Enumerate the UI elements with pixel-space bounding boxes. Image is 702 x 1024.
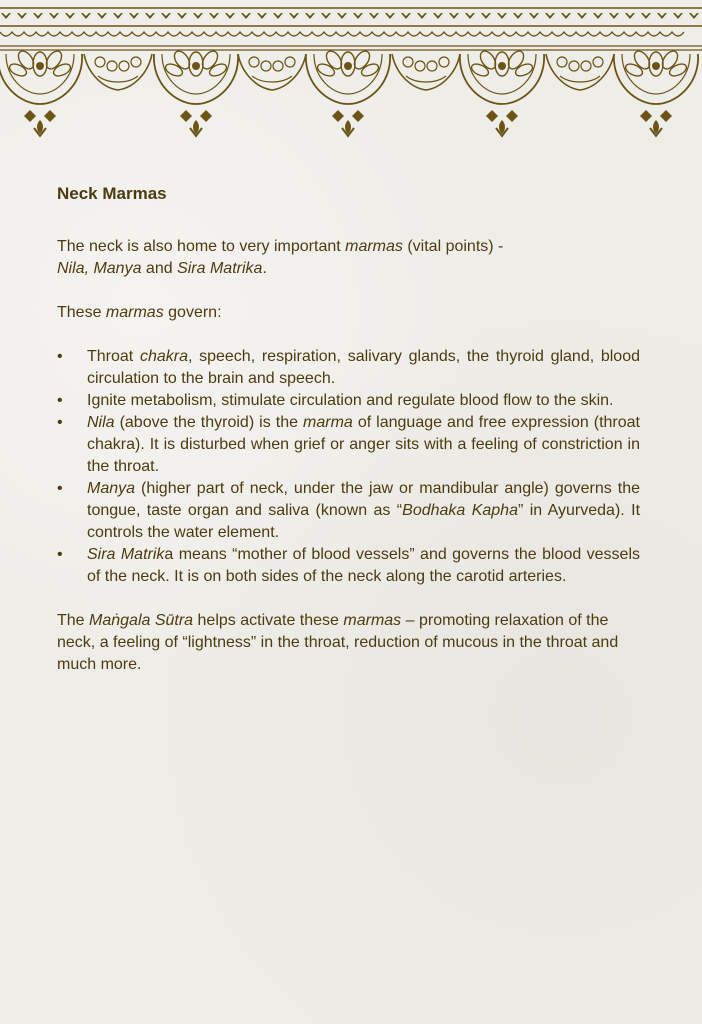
closing-text-5: – promoting relaxation of the neck, a feeling of “lightness” in the throat, reduction of mucous in the throat and much more. — [57, 612, 619, 673]
bullet-icon: • — [57, 546, 63, 563]
closing-paragraph — [57, 610, 640, 676]
bullet-3-text-2: (above the thyroid) is the — [114, 414, 304, 431]
closing-text-1: The — [57, 612, 90, 629]
bullet-1-text-2: chakra — [139, 348, 188, 365]
intro-text-5: and — [141, 260, 178, 277]
bullet-icon: • — [57, 392, 63, 409]
intro-text-2: marmas — [345, 238, 403, 255]
bullet-1-text-1: Throat — [87, 348, 140, 365]
closing-text-3: helps activate these — [193, 612, 344, 629]
bullet-icon: • — [57, 348, 63, 365]
bullet-list — [57, 346, 640, 588]
intro-text-1: The neck is also home to very important — [57, 238, 346, 255]
bullet-2-text-1: Ignite metabolism, stimulate circulation and regulate blood flow to the skin. — [87, 392, 614, 409]
govern-text-1: These — [57, 304, 106, 321]
page-title: Neck Marmas — [57, 184, 167, 203]
bullet-4-text-4: ” in Ayurveda). It controls the water element. — [87, 502, 641, 541]
govern-text-2: marmas — [105, 304, 164, 321]
bullet-4-text-2: (higher part of neck, under the jaw or mandibular angle) governs the tongue, taste organ and saliva (known as “ — [87, 480, 640, 519]
bullet-3-text-3: marma — [303, 414, 353, 431]
closing-text-4: marmas — [343, 612, 402, 629]
bullet-icon: • — [57, 480, 63, 497]
bullet-1-text-3: , speech, respiration, salivary glands, the thyroid gland, blood circulation to the brain and speech. — [87, 348, 640, 387]
bullet-3-text-4: of language and free expression (throat chakra). It is disturbed when grief or anger sits with a feeling of constriction in the throat. — [87, 414, 641, 475]
govern-paragraph — [57, 302, 640, 324]
document-content — [57, 180, 640, 676]
list-item — [57, 412, 640, 478]
intro-text-3: (vital points) - — [402, 238, 504, 255]
bullet-icon: • — [57, 414, 63, 431]
closing-text-2: Maṅgala Sūtra — [89, 612, 194, 629]
intro-text-4: Nila, Manya — [57, 260, 142, 277]
list-item — [57, 390, 640, 412]
govern-text-3: govern: — [163, 304, 222, 321]
list-item — [57, 478, 640, 544]
bullet-4-text-1: Manya — [87, 480, 136, 497]
intro-paragraph — [57, 236, 640, 280]
bullet-3-text-1: Nila — [87, 414, 115, 431]
list-item — [57, 544, 640, 588]
bullet-5-text-2: a means “mother of blood vessels” and governs the blood vessels of the neck. It is on both sides of the neck along the carotid arteries. — [87, 546, 641, 585]
bullet-5-text-1: Sira Matrik — [87, 546, 165, 563]
list-item — [57, 346, 640, 390]
bullet-4-text-3: Bodhaka Kapha — [402, 502, 518, 519]
intro-text-6: Sira Matrika — [177, 260, 263, 277]
henna-floral-border-icon — [0, 0, 702, 140]
intro-text-7: . — [262, 260, 267, 277]
